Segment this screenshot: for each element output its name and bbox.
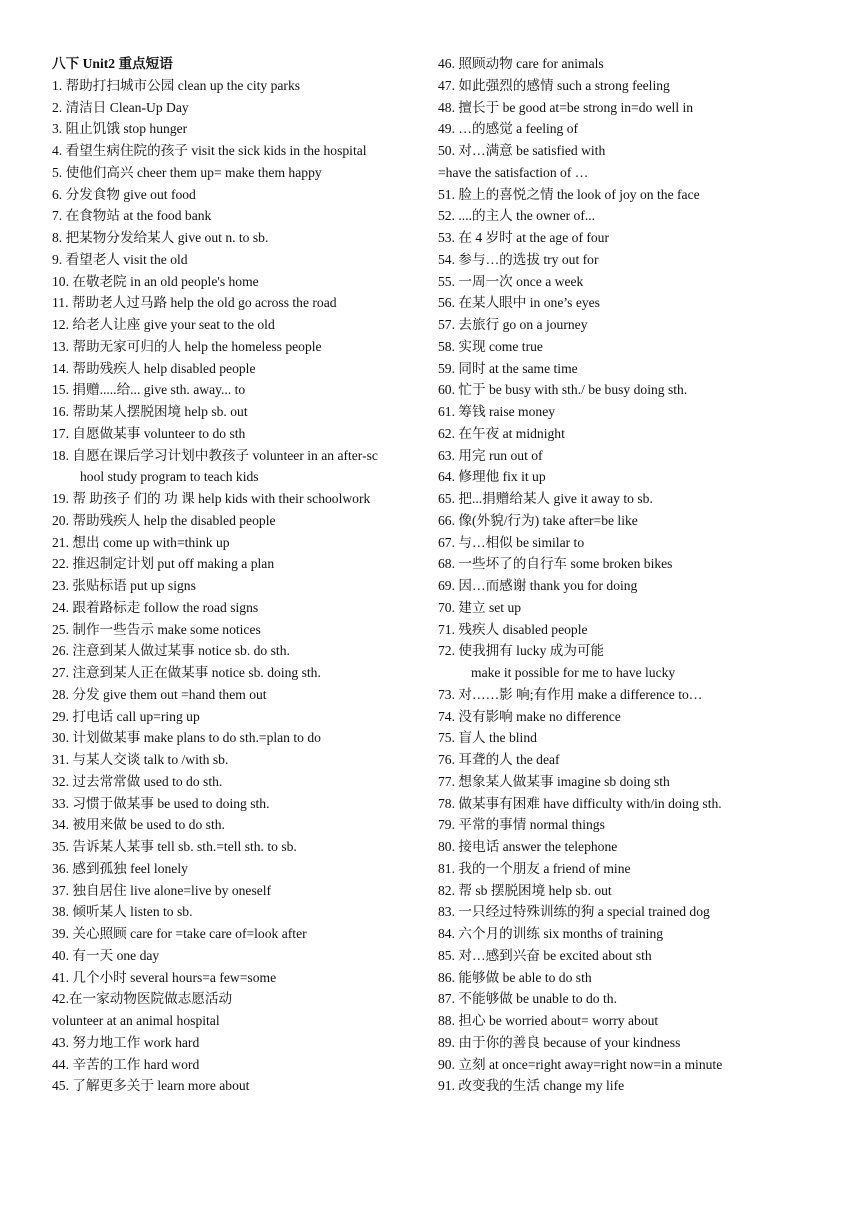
phrase-line: 68. 一些坏了的自行车 some broken bikes (438, 556, 673, 572)
phrase-line: 23. 张贴标语 put up signs (52, 578, 196, 593)
phrase-line: 83. 一只经过特殊训练的狗 a special trained dog (438, 904, 710, 920)
phrase-line: 91. 改变我的生活 change my life (438, 1078, 625, 1094)
phrase-line: 69. 因…而感谢 thank you for doing (438, 578, 638, 593)
phrase-line: hool study program to teach kids (80, 469, 259, 485)
phrase-line: make it possible for me to have lucky (471, 665, 676, 680)
phrase-line: 35. 告诉某人某事 tell sb. sth.=tell sth. to sb. (52, 839, 297, 854)
phrase-line: 30. 计划做某事 make plans to do sth.=plan to do (52, 730, 321, 746)
phrase-line: 10. 在敬老院 in an old people's home (52, 273, 259, 289)
phrase-line: 67. 与…相似 be similar to (438, 534, 585, 550)
phrase-line: 47. 如此强烈的感情 such a strong feeling (438, 77, 670, 93)
phrase-line: 45. 了解更多关于 learn more about (52, 1078, 250, 1094)
phrase-line: 49. …的感觉 a feeling of (438, 121, 579, 137)
phrase-line: 36. 感到孤独 feel lonely (52, 860, 188, 876)
phrase-line: 6. 分发食物 give out food (52, 186, 196, 202)
phrase-line: 90. 立刻 at once=right away=right now=in a minute (438, 1056, 723, 1072)
phrase-line: 48. 擅长于 be good at=be strong in=do well in (438, 99, 694, 115)
phrase-line: 81. 我的一个朋友 a friend of mine (438, 860, 631, 876)
phrase-line: 19. 帮 助孩子 们的 功 课 help kids with their schoolwork (52, 491, 371, 506)
phrase-line: 17. 自愿做某事 volunteer to do sth (52, 425, 246, 441)
phrase-line: 20. 帮助残疾人 help the disabled people (52, 512, 276, 528)
phrase-line: 73. 对……影 响;有作用 make a difference to… (438, 686, 703, 702)
phrase-line: 51. 脸上的喜悦之情 the look of joy on the face (438, 186, 700, 202)
phrase-line: 66. 像(外貌/行为) take after=be like (438, 512, 638, 528)
phrase-line: 26. 注意到某人做过某事 notice sb. do sth. (52, 643, 290, 659)
phrase-line: 74. 没有影响 make no difference (438, 708, 621, 724)
phrase-line: 25. 制作一些告示 make some notices (52, 621, 261, 637)
phrase-line: 29. 打电话 call up=ring up (52, 708, 200, 724)
phrase-line: 80. 接电话 answer the telephone (438, 839, 618, 854)
phrase-line: 56. 在某人眼中 in one’s eyes (438, 295, 600, 311)
phrase-line: 4. 看望生病住院的孩子 visit the sick kids in the hospital (52, 143, 367, 158)
phrase-line: 28. 分发 give them out =hand them out (52, 686, 267, 702)
phrase-line: 27. 注意到某人正在做某事 notice sb. doing sth. (52, 665, 321, 680)
phrase-line: 55. 一周一次 once a week (438, 273, 584, 289)
phrase-line: 70. 建立 set up (438, 599, 522, 615)
phrase-line: 53. 在 4 岁时 at the age of four (438, 230, 610, 245)
phrase-line: 15. 捐赠.....给... give sth. away... to (52, 382, 246, 398)
phrase-line: 5. 使他们高兴 cheer them up= make them happy (52, 164, 322, 180)
phrase-line: 46. 照顾动物 care for animals (438, 56, 604, 71)
phrase-line: 77. 想象某人做某事 imagine sb doing sth (438, 773, 670, 789)
page-title: 八下 Unit2 重点短语 (52, 56, 173, 71)
phrase-line: 86. 能够做 be able to do sth (438, 969, 592, 985)
phrase-line: 40. 有一天 one day (52, 947, 160, 963)
phrase-line: 88. 担心 be worried about= worry about (438, 1013, 659, 1028)
phrase-line: 59. 同时 at the same time (438, 360, 578, 376)
phrase-line: 24. 跟着路标走 follow the road signs (52, 599, 259, 615)
phrase-line: 22. 推迟制定计划 put off making a plan (52, 556, 275, 572)
phrase-line: 38. 倾听某人 listen to sb. (52, 904, 193, 920)
phrase-line: 71. 残疾人 disabled people (438, 621, 588, 637)
phrase-line: 44. 辛苦的工作 hard word (52, 1056, 200, 1072)
phrase-line: 72. 使我拥有 lucky 成为可能 (438, 643, 605, 659)
phrase-line: 63. 用完 run out of (438, 447, 543, 463)
phrase-line: 13. 帮助无家可归的人 help the homeless people (52, 338, 322, 354)
phrase-line: 18. 自愿在课后学习计划中教孩子 volunteer in an after-sc (52, 447, 378, 463)
phrase-line: 57. 去旅行 go on a journey (438, 317, 588, 332)
phrase-line: 32. 过去常常做 used to do sth. (52, 773, 223, 789)
phrase-line: 2. 清洁日 Clean-Up Day (52, 99, 189, 115)
phrase-line: 50. 对…满意 be satisfied with (438, 143, 606, 158)
phrase-line: 76. 耳聋的人 the deaf (438, 752, 560, 767)
phrase-line: 85. 对…感到兴奋 be excited about sth (438, 947, 652, 963)
phrase-line: 84. 六个月的训练 six months of training (438, 926, 664, 941)
phrase-line: 9. 看望老人 visit the old (52, 251, 188, 267)
phrase-line: 41. 几个小时 several hours=a few=some (52, 969, 277, 985)
phrase-line: 42.在一家动物医院做志愿活动 (52, 991, 233, 1007)
phrase-line: 39. 关心照顾 care for =take care of=look after (52, 926, 307, 941)
phrase-line: 1. 帮助打扫城市公园 clean up the city parks (52, 77, 301, 93)
phrase-line: 78. 做某事有困难 have difficulty with/in doing sth. (438, 795, 722, 811)
phrase-line: 54. 参与…的选拔 try out for (438, 251, 599, 267)
phrase-line: 3. 阻止饥饿 stop hunger (52, 121, 188, 137)
phrase-line: 7. 在食物站 at the food bank (52, 208, 212, 224)
right-column (438, 53, 843, 1097)
phrase-line: 75. 盲人 the blind (438, 730, 537, 746)
phrase-line: 64. 修理他 fix it up (438, 469, 546, 485)
phrase-line: 34. 被用来做 be used to do sth. (52, 817, 225, 833)
phrase-line: 82. 帮 sb 摆脱困境 help sb. out (438, 882, 612, 898)
phrase-line: 31. 与某人交谈 talk to /with sb. (52, 752, 229, 767)
phrase-line: 12. 给老人让座 give your seat to the old (52, 317, 275, 332)
phrase-line: 62. 在午夜 at midnight (438, 425, 565, 441)
phrase-line: 21. 想出 come up with=think up (52, 534, 230, 550)
phrase-line: 43. 努力地工作 work hard (52, 1034, 200, 1050)
phrase-line: 11. 帮助老人过马路 help the old go across the road (52, 295, 337, 311)
phrase-line: 14. 帮助残疾人 help disabled people (52, 360, 256, 376)
phrase-line: 65. 把...捐赠给某人 give it away to sb. (438, 491, 653, 506)
phrase-line: 89. 由于你的善良 because of your kindness (438, 1034, 681, 1050)
phrase-line: 52. ....的主人 the owner of... (438, 208, 596, 224)
phrase-line: 8. 把某物分发给某人 give out n. to sb. (52, 230, 269, 245)
left-column (52, 53, 424, 1097)
phrase-line: 61. 筹钱 raise money (438, 404, 556, 419)
phrase-line: volunteer at an animal hospital (52, 1013, 220, 1028)
phrase-line: 16. 帮助某人摆脱困境 help sb. out (52, 404, 248, 419)
phrase-line: 58. 实现 come true (438, 338, 543, 354)
phrase-line: 33. 习惯于做某事 be used to doing sth. (52, 795, 270, 811)
phrase-line: =have the satisfaction of … (438, 164, 589, 180)
phrase-line: 37. 独自居住 live alone=live by oneself (52, 882, 272, 898)
phrase-line: 87. 不能够做 be unable to do th. (438, 991, 617, 1007)
phrase-line: 60. 忙于 be busy with sth./ be busy doing sth. (438, 382, 688, 398)
phrase-line: 79. 平常的事情 normal things (438, 817, 605, 833)
